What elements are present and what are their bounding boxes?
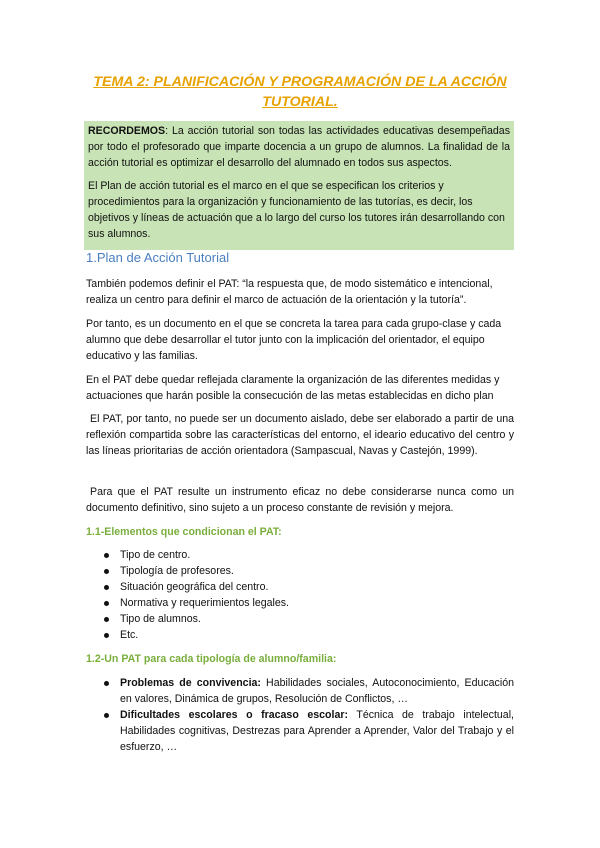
reminder-label: RECORDEMOS [88, 125, 166, 137]
list-item: Tipología de profesores. [102, 563, 514, 579]
paragraph-document: Por tanto, es un documento en el que se concreta la tarea para cada grupo-clase y cada alumno que debe desarrollar el tutor junto con la implicación del orientador, el equipo educativo y las familias. [86, 318, 502, 362]
document-title: TEMA 2: PLANIFICACIÓN Y PROGRAMACIÓN DE LA ACCIÓN TUTORIAL. [93, 74, 507, 110]
reminder-box [84, 121, 514, 250]
list-item [102, 675, 514, 707]
list-item: Etc. [102, 627, 514, 643]
list-item [102, 707, 514, 755]
list-item: Normativa y requerimientos legales. [102, 595, 514, 611]
list-item: Tipo de centro. [102, 547, 514, 563]
typology-list [102, 675, 514, 755]
paragraph-not-isolated: El PAT, por tanto, no puede ser un documento aislado, debe ser elaborado a partir de una reflexión compartida sobre las características del entorno, el ideario educativo del centro y las líneas prioritarias de acción orientadora (Sampascual, Navas y Castejón, 1999). [86, 413, 514, 457]
section-heading-elements: 1.1-Elementos que condicionan el PAT: [86, 526, 282, 538]
paragraph-effective: Para que el PAT resulte un instrumento eficaz no debe considerarse nunca como un documento definitivo, sino sujeto a un proceso constante de revisión y mejora. [86, 486, 514, 514]
item-text: Técnica de trabajo intelectual, Habilidades cognitivas, Destrezas para Aprender a Aprender, Valor del Trabajo y el esfuerzo, … [120, 709, 514, 753]
reminder-paragraph-1 [88, 123, 510, 171]
item-text: Habilidades sociales, Autoconocimiento, Educación en valores, Dinámica de grupos, Resolución de Conflictos, … [120, 677, 514, 705]
reminder-text-1: : La acción tutorial son todas las actividades educativas desempeñadas por todo el profesorado que imparte docencia a un grupo de alumnos. La finalidad de la acción tutorial es optimizar el desarrollo del alumnado en todos sus aspectos. [88, 125, 510, 169]
item-label: Problemas de convivencia: [120, 677, 261, 689]
paragraph-organization: En el PAT debe quedar reflejada claramente la organización de las diferentes medidas y actuaciones que harán posible la consecución de las metas establecidas en dicho plan [86, 374, 500, 402]
paragraph-definition: También podemos definir el PAT: “la respuesta que, de modo sistemático e intencional, realiza un centro para definir el marco de actuación de la orientación y la tutoría”. [86, 278, 493, 306]
elements-list [102, 547, 514, 643]
list-item: Situación geográfica del centro. [102, 579, 514, 595]
item-label: Dificultades escolares o fracaso escolar: [120, 709, 348, 721]
section-heading-typology: 1.2-Un PAT para cada tipología de alumno/familia: [86, 653, 337, 665]
list-item: Tipo de alumnos. [102, 611, 514, 627]
section-heading-plan: 1.Plan de Acción Tutorial [86, 250, 230, 265]
reminder-paragraph-2: El Plan de acción tutorial es el marco en el que se especifican los criterios y procedimientos para la organización y funcionamiento de las tutorías, es decir, los objetivos y líneas de actuación que a lo largo del curso los tutores irán desarrollando con sus alumnos. [88, 180, 505, 240]
